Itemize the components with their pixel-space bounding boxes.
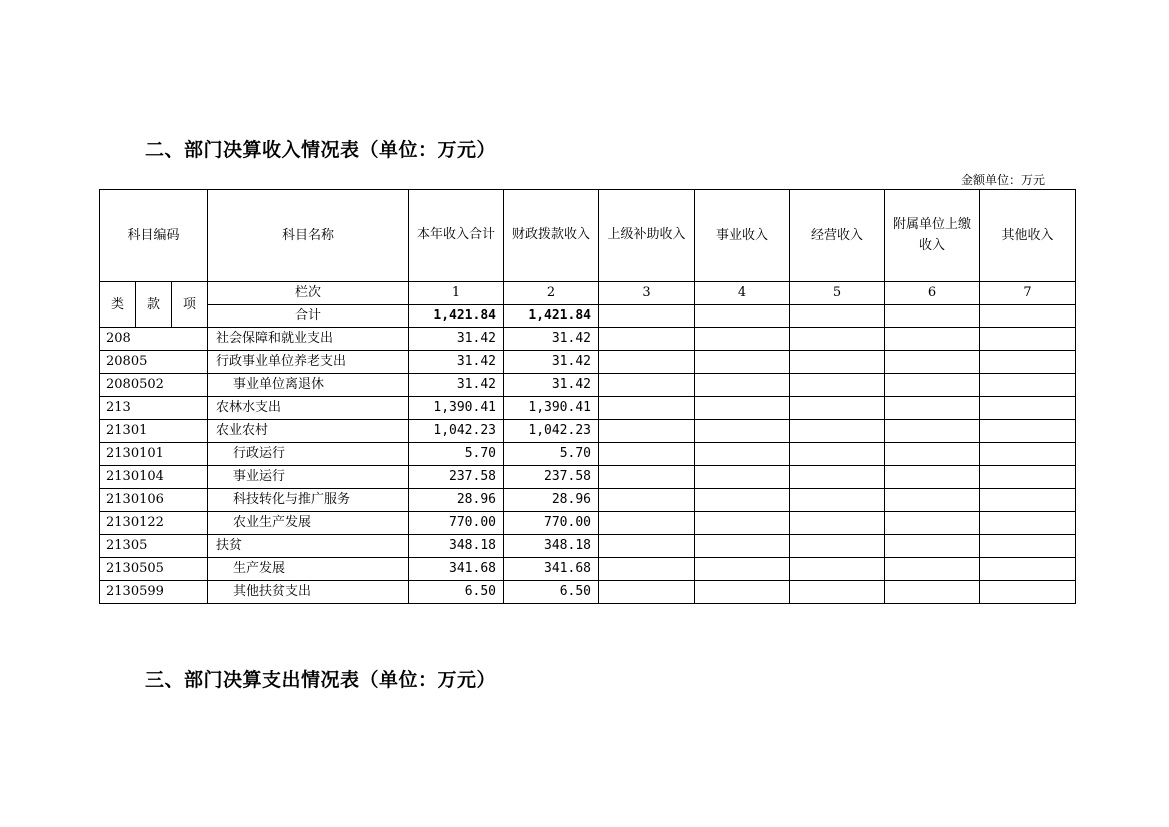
row-total-income: 341.68: [409, 558, 504, 581]
empty-cell: [599, 489, 695, 512]
empty-cell: [980, 512, 1076, 535]
row-fiscal: 341.68: [504, 558, 599, 581]
row-code: 20805: [100, 351, 208, 374]
row-code: 208: [100, 328, 208, 351]
column-number: 7: [980, 282, 1076, 305]
empty-cell: [790, 535, 885, 558]
row-name: 农林水支出: [208, 397, 409, 420]
row-code: 2130101: [100, 443, 208, 466]
empty-cell: [790, 420, 885, 443]
empty-cell: [885, 512, 980, 535]
row-fiscal: 348.18: [504, 535, 599, 558]
empty-cell: [885, 535, 980, 558]
row-fiscal: 237.58: [504, 466, 599, 489]
row-code: 21301: [100, 420, 208, 443]
table-row: [100, 443, 1076, 466]
row-code: 2130599: [100, 581, 208, 604]
empty-cell: [980, 443, 1076, 466]
empty-cell: [885, 489, 980, 512]
row-name: 农业农村: [208, 420, 409, 443]
header-code: 科目编码: [100, 190, 208, 282]
empty-cell: [790, 351, 885, 374]
table-row: [100, 374, 1076, 397]
row-name: 生产发展: [208, 558, 409, 581]
subheader-xiang: 项: [172, 282, 208, 328]
row-fiscal: 28.96: [504, 489, 599, 512]
empty-cell: [695, 489, 790, 512]
row-name: 行政运行: [208, 443, 409, 466]
empty-cell: [695, 328, 790, 351]
empty-cell: [790, 581, 885, 604]
table-row: [100, 581, 1076, 604]
row-total-income: 31.42: [409, 351, 504, 374]
empty-cell: [980, 581, 1076, 604]
header-row: [100, 190, 1076, 282]
column-number: 3: [599, 282, 695, 305]
empty-cell: [885, 466, 980, 489]
table-row: [100, 558, 1076, 581]
empty-cell: [980, 489, 1076, 512]
empty-cell: [980, 535, 1076, 558]
empty-cell: [980, 374, 1076, 397]
empty-cell: [599, 374, 695, 397]
row-fiscal: 31.42: [504, 351, 599, 374]
empty-cell: [599, 328, 695, 351]
empty-cell: [599, 397, 695, 420]
row-name: 农业生产发展: [208, 512, 409, 535]
header-name: 科目名称: [208, 190, 409, 282]
empty-cell: [599, 420, 695, 443]
column-number: 2: [504, 282, 599, 305]
column-index-row: [100, 282, 1076, 305]
table-row: [100, 328, 1076, 351]
table-row: [100, 397, 1076, 420]
row-total-income: 28.96: [409, 489, 504, 512]
header-other: 其他收入: [980, 190, 1076, 282]
empty-cell: [599, 535, 695, 558]
row-total-income: 1,042.23: [409, 420, 504, 443]
row-fiscal: 770.00: [504, 512, 599, 535]
unit-note: 金额单位：万元: [960, 173, 1045, 187]
table-row: [100, 489, 1076, 512]
empty-cell: [695, 466, 790, 489]
empty-cell: [695, 443, 790, 466]
empty-cell: [885, 305, 980, 328]
empty-cell: [980, 558, 1076, 581]
empty-cell: [980, 351, 1076, 374]
row-name: 事业运行: [208, 466, 409, 489]
empty-cell: [599, 305, 695, 328]
total-row: [100, 305, 1076, 328]
row-fiscal: 6.50: [504, 581, 599, 604]
empty-cell: [885, 328, 980, 351]
empty-cell: [695, 351, 790, 374]
column-number: 6: [885, 282, 980, 305]
empty-cell: [980, 305, 1076, 328]
row-code: 2130106: [100, 489, 208, 512]
empty-cell: [790, 558, 885, 581]
empty-cell: [885, 420, 980, 443]
table-row: [100, 351, 1076, 374]
row-total-income: 770.00: [409, 512, 504, 535]
row-code: 2130104: [100, 466, 208, 489]
empty-cell: [885, 558, 980, 581]
empty-cell: [790, 374, 885, 397]
empty-cell: [599, 558, 695, 581]
row-total-income: 31.42: [409, 374, 504, 397]
income-table: [99, 189, 1076, 604]
total-income-value: 1,421.84: [409, 305, 504, 328]
income-table-heading: 二、部门决算收入情况表（单位：万元）: [145, 139, 497, 161]
empty-cell: [790, 512, 885, 535]
empty-cell: [695, 397, 790, 420]
empty-cell: [980, 466, 1076, 489]
table-row: [100, 420, 1076, 443]
row-fiscal: 1,390.41: [504, 397, 599, 420]
table-row: [100, 535, 1076, 558]
header-affiliated: 附属单位上缴收入: [885, 190, 980, 282]
row-name: 行政事业单位养老支出: [208, 351, 409, 374]
empty-cell: [885, 443, 980, 466]
empty-cell: [885, 581, 980, 604]
header-business: 事业收入: [695, 190, 790, 282]
subheader-lei: 类: [100, 282, 136, 328]
column-index-label: 栏次: [208, 282, 409, 305]
subheader-kuan: 款: [136, 282, 172, 328]
empty-cell: [599, 466, 695, 489]
empty-cell: [790, 397, 885, 420]
row-code: 2130505: [100, 558, 208, 581]
header-fiscal: 财政拨款收入: [504, 190, 599, 282]
empty-cell: [790, 466, 885, 489]
header-superior-subsidy: 上级补助收入: [599, 190, 695, 282]
empty-cell: [790, 443, 885, 466]
row-fiscal: 31.42: [504, 328, 599, 351]
empty-cell: [695, 420, 790, 443]
empty-cell: [790, 328, 885, 351]
header-operating: 经营收入: [790, 190, 885, 282]
column-number: 4: [695, 282, 790, 305]
empty-cell: [695, 581, 790, 604]
header-total-income: 本年收入合计: [409, 190, 504, 282]
row-name: 事业单位离退休: [208, 374, 409, 397]
row-fiscal: 1,042.23: [504, 420, 599, 443]
row-name: 其他扶贫支出: [208, 581, 409, 604]
expense-table-heading: 三、部门决算支出情况表（单位：万元）: [145, 669, 497, 691]
empty-cell: [599, 512, 695, 535]
empty-cell: [790, 305, 885, 328]
row-name: 科技转化与推广服务: [208, 489, 409, 512]
row-total-income: 1,390.41: [409, 397, 504, 420]
row-name: 社会保障和就业支出: [208, 328, 409, 351]
row-fiscal: 5.70: [504, 443, 599, 466]
empty-cell: [980, 328, 1076, 351]
total-label: 合计: [208, 305, 409, 328]
empty-cell: [599, 351, 695, 374]
empty-cell: [980, 397, 1076, 420]
row-fiscal: 31.42: [504, 374, 599, 397]
row-total-income: 31.42: [409, 328, 504, 351]
empty-cell: [695, 305, 790, 328]
table-row: [100, 466, 1076, 489]
empty-cell: [695, 558, 790, 581]
empty-cell: [885, 374, 980, 397]
empty-cell: [885, 351, 980, 374]
table-row: [100, 512, 1076, 535]
total-fiscal-value: 1,421.84: [504, 305, 599, 328]
row-name: 扶贫: [208, 535, 409, 558]
column-number: 1: [409, 282, 504, 305]
empty-cell: [599, 443, 695, 466]
empty-cell: [790, 489, 885, 512]
empty-cell: [980, 420, 1076, 443]
row-code: 213: [100, 397, 208, 420]
empty-cell: [695, 512, 790, 535]
row-total-income: 5.70: [409, 443, 504, 466]
row-code: 21305: [100, 535, 208, 558]
row-total-income: 237.58: [409, 466, 504, 489]
row-total-income: 6.50: [409, 581, 504, 604]
empty-cell: [695, 535, 790, 558]
row-code: 2130122: [100, 512, 208, 535]
empty-cell: [885, 397, 980, 420]
column-number: 5: [790, 282, 885, 305]
row-code: 2080502: [100, 374, 208, 397]
empty-cell: [599, 581, 695, 604]
empty-cell: [695, 374, 790, 397]
row-total-income: 348.18: [409, 535, 504, 558]
